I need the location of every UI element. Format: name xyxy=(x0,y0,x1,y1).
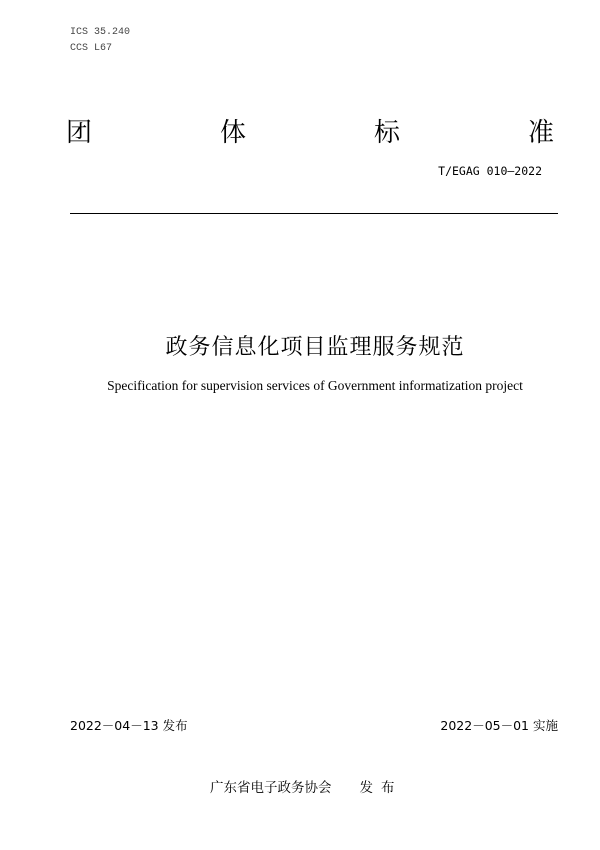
document-subtitle: Specification for supervision services of Government informatization project xyxy=(107,378,523,393)
publisher-label: 发布 xyxy=(359,780,403,796)
standard-type-title xyxy=(66,112,554,149)
ics-code: ICS 35.240 xyxy=(70,27,131,38)
document-title: 政务信息化项目监理服务规范 xyxy=(165,335,465,360)
issue-date: 2022－04－13 发布 xyxy=(70,718,188,733)
standard-type-char: 团 xyxy=(66,118,93,148)
publisher xyxy=(210,776,403,796)
standard-code: T/EGAG 010—2022 xyxy=(438,164,542,178)
publisher-name: 广东省电子政务协会 xyxy=(210,780,332,796)
implementation-date: 2022－05－01 实施 xyxy=(440,718,558,733)
standard-type-char: 准 xyxy=(527,118,554,148)
standard-type-char: 标 xyxy=(373,118,400,148)
ccs-code: CCS L67 xyxy=(70,43,113,54)
header-divider xyxy=(70,213,558,214)
standard-type-char: 体 xyxy=(219,118,246,148)
